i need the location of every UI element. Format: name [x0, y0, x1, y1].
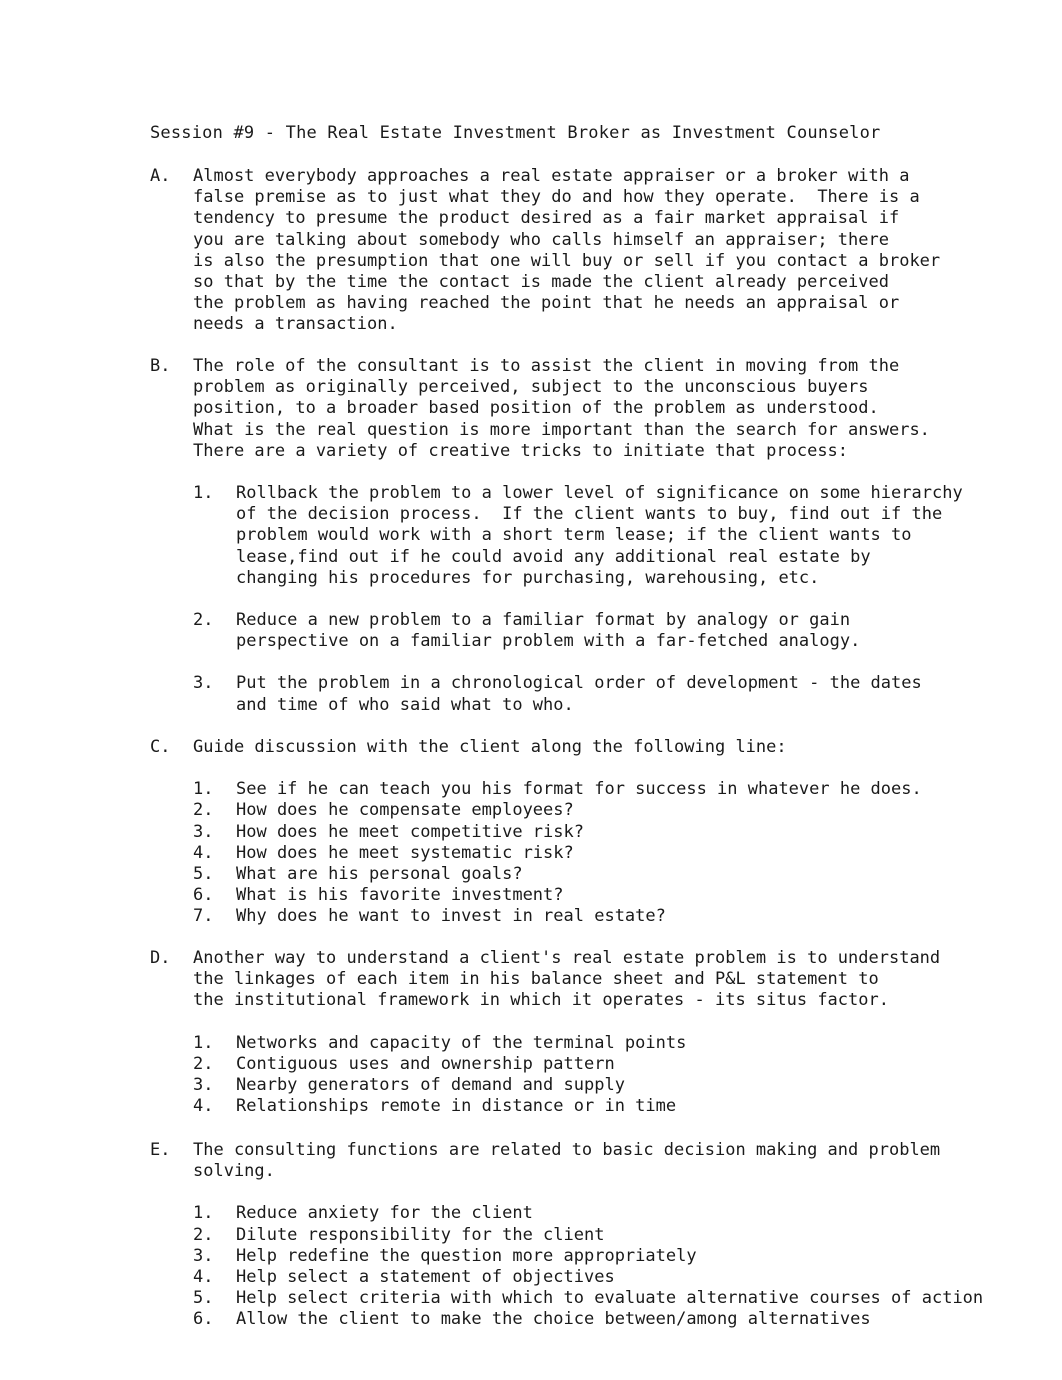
list-item-line: See if he can teach you his format for success in whatever he does.	[236, 779, 922, 800]
list-item-number: 1.	[193, 483, 214, 504]
list-item-number: 2.	[193, 800, 214, 821]
list-item-line: Reduce a new problem to a familiar format by analogy or gain	[236, 610, 851, 631]
list-item-number: 3.	[193, 1075, 214, 1096]
list-item-line: How does he meet competitive risk?	[236, 821, 584, 842]
list-item-number: 1.	[193, 1032, 214, 1053]
list-item-line: What is his favorite investment?	[236, 885, 564, 906]
list-item	[193, 1225, 1030, 1246]
list-item	[193, 843, 1030, 864]
paragraph-line: the problem as having reached the point that he needs an appraisal or	[193, 293, 900, 314]
list-item-number: 6.	[193, 885, 214, 906]
list-item	[193, 779, 1030, 800]
list-item-number: 6.	[193, 1309, 214, 1330]
paragraph-line: Another way to understand a client's real estate problem is to understand	[193, 948, 941, 968]
paragraph-line: problem as originally perceived, subject to the unconscious buyers	[193, 377, 869, 398]
list-item-number: 4.	[193, 842, 214, 863]
list-item-line: changing his procedures for purchasing, warehousing, etc.	[236, 567, 820, 588]
paragraph-line: the linkages of each item in his balance sheet and P&L statement to	[193, 969, 879, 990]
list-item-number: 3.	[193, 673, 214, 694]
list-item-number: 3.	[193, 821, 214, 842]
list-item	[193, 800, 1030, 821]
section-d	[150, 948, 1030, 1117]
list-item	[193, 1096, 1030, 1117]
paragraph-line: so that by the time the contact is made the client already perceived	[193, 272, 889, 293]
list-item	[193, 1288, 1030, 1309]
list-item-line: Rollback the problem to a lower level of significance on some hierarchy	[236, 483, 963, 504]
paragraph-line: The role of the consultant is to assist the client in moving from the	[193, 356, 900, 376]
list-item-number: 1.	[193, 779, 214, 800]
section-paragraph	[193, 166, 1030, 336]
list-item	[193, 1054, 1030, 1075]
paragraph-line: Almost everybody approaches a real estate appraiser or a broker with a	[193, 166, 910, 186]
list-item-line: How does he compensate employees?	[236, 800, 574, 821]
section-e	[150, 1140, 1030, 1331]
list-item-line: Help select criteria with which to evaluate alternative courses of action	[236, 1288, 984, 1309]
list-item-line: and time of who said what to who.	[236, 694, 574, 715]
list-item	[193, 483, 1030, 589]
list-item-line: lease,find out if he could avoid any additional real estate by	[236, 546, 871, 567]
section-paragraph	[193, 1140, 1030, 1182]
list-item	[193, 1309, 1030, 1330]
list-item	[193, 610, 1030, 652]
section-letter: B.	[150, 356, 171, 376]
list-item	[193, 864, 1030, 885]
section-letter: D.	[150, 948, 171, 968]
list-item-line: Help select a statement of objectives	[236, 1267, 615, 1288]
section-b	[150, 356, 1030, 716]
list-item-line: Contiguous uses and ownership pattern	[236, 1053, 615, 1074]
paragraph-line: The consulting functions are related to basic decision making and problem	[193, 1140, 941, 1160]
list-item	[193, 822, 1030, 843]
section-letter: A.	[150, 166, 171, 186]
paragraph-line: Guide discussion with the client along the following line:	[193, 737, 787, 757]
list-item-line: How does he meet systematic risk?	[236, 842, 574, 863]
list-item-line: What are his personal goals?	[236, 864, 523, 885]
paragraph-line: position, to a broader based position of the problem as understood.	[193, 398, 879, 419]
section-paragraph	[193, 356, 1030, 462]
list-item-number: 1.	[193, 1203, 214, 1224]
list-item	[193, 1203, 1030, 1224]
list-item-line: Dilute responsibility for the client	[236, 1224, 605, 1245]
paragraph-line: false premise as to just what they do and how they operate. There is a	[193, 187, 920, 208]
list-item	[193, 1246, 1030, 1267]
list-item-number: 5.	[193, 864, 214, 885]
list-item-number: 4.	[193, 1267, 214, 1288]
list-item	[193, 906, 1030, 927]
list-item-line: Put the problem in a chronological order of development - the dates	[236, 673, 922, 694]
numbered-list	[193, 483, 1030, 716]
list-item-line: of the decision process. If the client wants to buy, find out if the	[236, 504, 943, 525]
list-item-number: 3.	[193, 1245, 214, 1266]
paragraph-line: There are a variety of creative tricks to initiate that process:	[193, 440, 849, 461]
list-item-number: 2.	[193, 610, 214, 631]
list-item-line: Help redefine the question more appropriately	[236, 1245, 697, 1266]
list-item-number: 4.	[193, 1096, 214, 1117]
numbered-list	[193, 779, 1030, 927]
paragraph-line: solving.	[193, 1161, 275, 1182]
list-item-line: Allow the client to make the choice between/among alternatives	[236, 1309, 871, 1330]
list-item-line: Networks and capacity of the terminal points	[236, 1032, 687, 1053]
section-paragraph	[193, 737, 1030, 758]
list-item-number: 7.	[193, 906, 214, 927]
list-item	[193, 1075, 1030, 1096]
list-item-number: 2.	[193, 1053, 214, 1074]
list-item	[193, 673, 1030, 715]
list-item	[193, 1033, 1030, 1054]
paragraph-line: is also the presumption that one will buy or sell if you contact a broker	[193, 250, 941, 271]
list-item-number: 2.	[193, 1224, 214, 1245]
document-title: Session #9 - The Real Estate Investment Broker as Investment Counselor	[150, 123, 881, 143]
list-item	[193, 885, 1030, 906]
numbered-list	[193, 1203, 1030, 1330]
numbered-list	[193, 1033, 1030, 1118]
paragraph-line: you are talking about somebody who calls himself an appraiser; there	[193, 229, 889, 250]
list-item-line: Relationships remote in distance or in time	[236, 1096, 677, 1117]
section-a	[150, 166, 1030, 336]
list-item-line: Nearby generators of demand and supply	[236, 1075, 625, 1096]
section-c	[150, 737, 1030, 928]
paragraph-line: needs a transaction.	[193, 314, 398, 335]
list-item-number: 5.	[193, 1288, 214, 1309]
list-item	[193, 1267, 1030, 1288]
list-item-line: Why does he want to invest in real estate?	[236, 906, 666, 927]
list-item-line: problem would work with a short term lease; if the client wants to	[236, 525, 912, 546]
paragraph-line: What is the real question is more important than the search for answers.	[193, 419, 930, 440]
section-paragraph	[193, 948, 1030, 1012]
paragraph-line: the institutional framework in which it operates - its situs factor.	[193, 990, 889, 1011]
section-letter: C.	[150, 737, 171, 757]
list-item-line: Reduce anxiety for the client	[236, 1203, 533, 1224]
paragraph-line: tendency to presume the product desired as a fair market appraisal if	[193, 208, 900, 229]
list-item-line: perspective on a familiar problem with a far-fetched analogy.	[236, 631, 861, 652]
section-letter: E.	[150, 1140, 171, 1160]
